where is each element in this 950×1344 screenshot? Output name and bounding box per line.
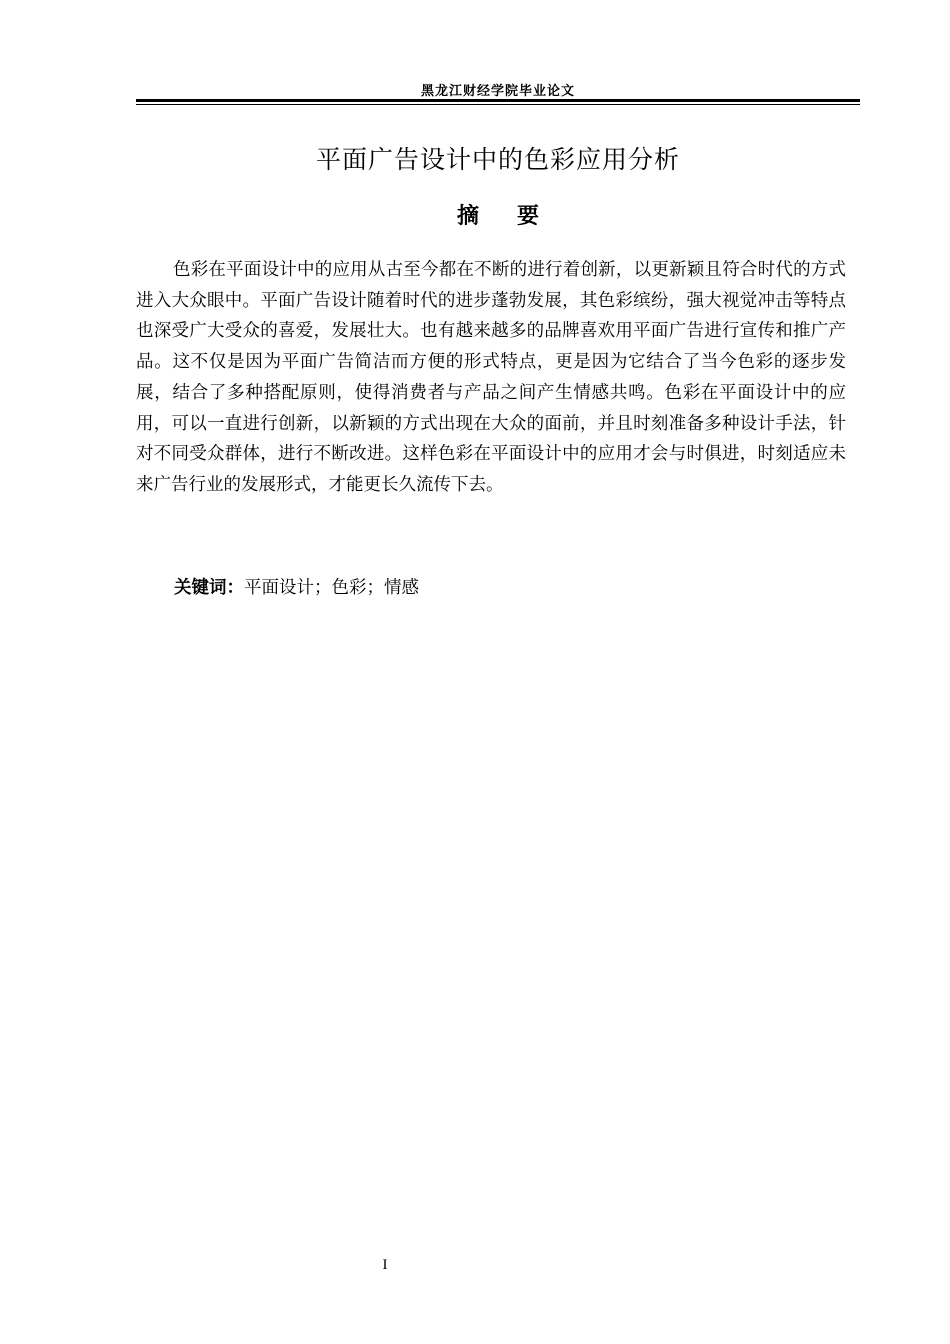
keywords-value: 平面设计；色彩；情感 <box>244 578 419 598</box>
abstract-body: 色彩在平面设计中的应用从古至今都在不断的进行着创新，以更新颖且符合时代的方式进入大众眼中。平面广告设计随着时代的进步蓬勃发展，其色彩缤纷，强大视觉冲击等特点也深受广大受众的喜爱，发展壮大。也有越来越多的品牌喜欢用平面广告进行宣传和推广产品。这不仅是因为平面广告简洁而方便的形式特点，更是因为它结合了当今色彩的逐步发展，结合了多种搭配原则，使得消费者与产品之间产生情感共鸣。色彩在平面设计中的应用，可以一直进行创新，以新颖的方式出现在大众的面前，并且时刻准备多种设计手法，针对不同受众群体，进行不断改进。这样色彩在平面设计中的应用才会与时俱进，时刻适应未来广告行业的发展形式，才能更长久流传下去。 <box>136 260 846 495</box>
header-rule-thick <box>136 99 860 102</box>
header-rule-thin <box>136 104 860 105</box>
page-number: I <box>382 1257 388 1273</box>
running-header: 黑龙江财经学院毕业论文 <box>420 84 575 99</box>
keywords-line <box>174 576 419 600</box>
paper-title: 平面广告设计中的色彩应用分析 <box>315 145 680 174</box>
abstract-heading: 摘要 <box>456 204 577 229</box>
keywords-label: 关键词： <box>174 578 244 598</box>
